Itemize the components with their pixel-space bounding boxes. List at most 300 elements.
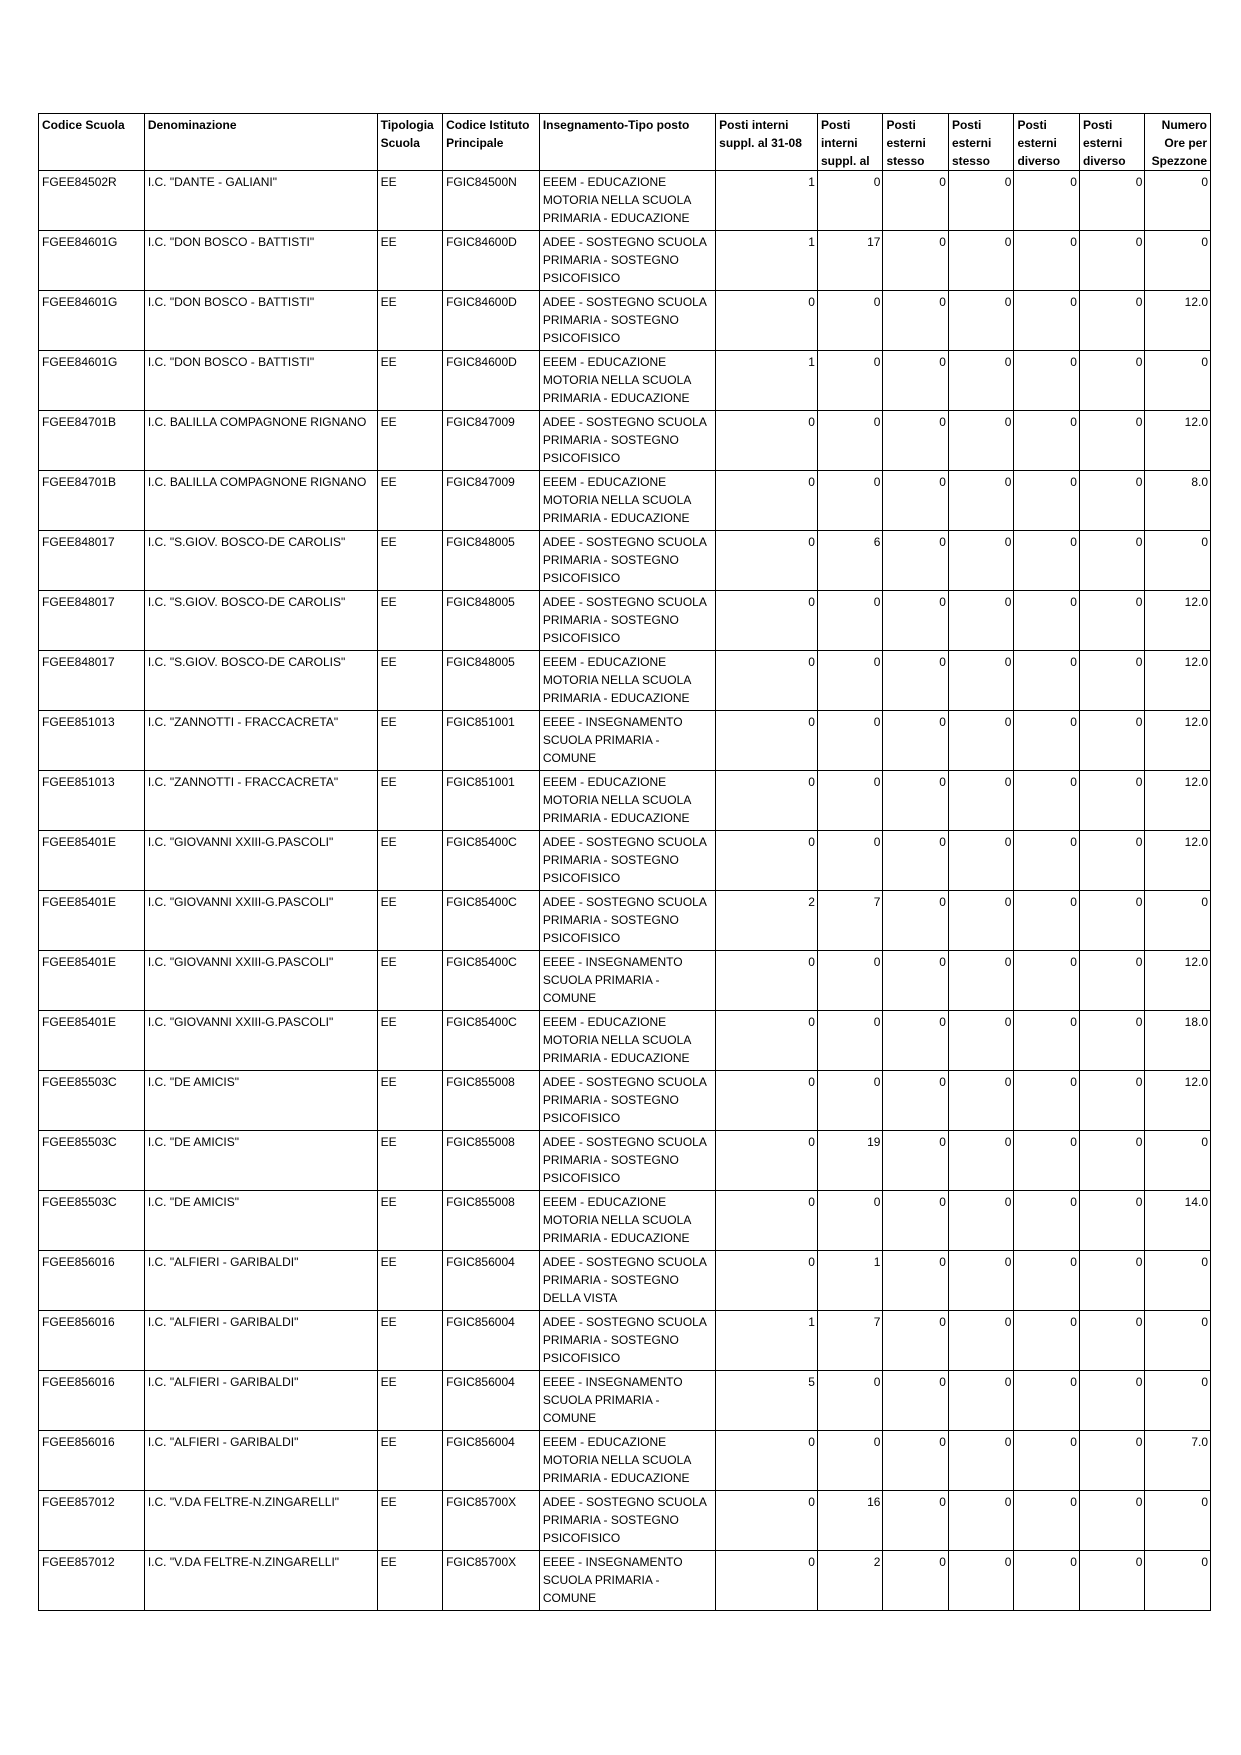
cell-posti-esterni-stesso-2: 0 — [948, 1011, 1014, 1071]
cell-posti-esterni-diverso-1: 0 — [1014, 1491, 1080, 1551]
cell-denominazione: I.C. "DON BOSCO - BATTISTI" — [144, 231, 377, 291]
cell-posti-esterni-diverso-1: 0 — [1014, 1371, 1080, 1431]
cell-posti-esterni-diverso-1: 0 — [1014, 1551, 1080, 1611]
table-row — [39, 1431, 1211, 1491]
cell-posti-esterni-diverso-2: 0 — [1079, 951, 1145, 1011]
cell-posti-esterni-diverso-2: 0 — [1079, 1551, 1145, 1611]
cell-denominazione: I.C. "ALFIERI - GARIBALDI" — [144, 1311, 377, 1371]
cell-posti-esterni-diverso-2: 0 — [1079, 711, 1145, 771]
cell-posti-esterni-diverso-1: 0 — [1014, 471, 1080, 531]
cell-posti-interni-suppl: 0 — [817, 951, 883, 1011]
cell-tipologia: EE — [377, 651, 443, 711]
cell-denominazione: I.C. "S.GIOV. BOSCO-DE CAROLIS" — [144, 531, 377, 591]
cell-posti-esterni-stesso-2: 0 — [948, 411, 1014, 471]
header-posti-interni-31-08: Posti interni suppl. al 31-08 — [716, 114, 818, 171]
cell-codice-scuola: FGEE84701B — [39, 471, 145, 531]
cell-codice-istituto: FGIC855008 — [443, 1071, 540, 1131]
cell-codice-istituto: FGIC851001 — [443, 771, 540, 831]
cell-codice-scuola: FGEE856016 — [39, 1311, 145, 1371]
cell-tipologia: EE — [377, 771, 443, 831]
cell-posti-interni-31-08: 0 — [716, 1191, 818, 1251]
cell-posti-interni-31-08: 0 — [716, 291, 818, 351]
cell-codice-scuola: FGEE85401E — [39, 951, 145, 1011]
cell-posti-interni-suppl: 0 — [817, 831, 883, 891]
cell-insegnamento: ADEE - SOSTEGNO SCUOLA PRIMARIA - SOSTEGNO PSICOFISICO — [539, 531, 715, 591]
cell-codice-scuola: FGEE85503C — [39, 1191, 145, 1251]
cell-codice-scuola: FGEE848017 — [39, 651, 145, 711]
cell-posti-interni-31-08: 0 — [716, 1071, 818, 1131]
cell-posti-interni-31-08: 0 — [716, 1491, 818, 1551]
cell-posti-esterni-diverso-2: 0 — [1079, 1311, 1145, 1371]
cell-posti-interni-suppl: 0 — [817, 1371, 883, 1431]
cell-posti-esterni-stesso-2: 0 — [948, 1491, 1014, 1551]
cell-posti-esterni-diverso-2: 0 — [1079, 1071, 1145, 1131]
cell-posti-interni-31-08: 0 — [716, 771, 818, 831]
cell-posti-interni-suppl: 19 — [817, 1131, 883, 1191]
cell-posti-interni-31-08: 0 — [716, 1431, 818, 1491]
cell-tipologia: EE — [377, 1071, 443, 1131]
cell-codice-scuola: FGEE856016 — [39, 1371, 145, 1431]
cell-posti-interni-31-08: 0 — [716, 711, 818, 771]
cell-denominazione: I.C. "ALFIERI - GARIBALDI" — [144, 1431, 377, 1491]
cell-denominazione: I.C. "DON BOSCO - BATTISTI" — [144, 351, 377, 411]
cell-posti-esterni-stesso-2: 0 — [948, 711, 1014, 771]
cell-posti-interni-31-08: 0 — [716, 531, 818, 591]
cell-posti-esterni-diverso-2: 0 — [1079, 1011, 1145, 1071]
cell-posti-esterni-stesso-2: 0 — [948, 1311, 1014, 1371]
cell-numero-ore: 0 — [1145, 1251, 1211, 1311]
cell-posti-interni-31-08: 0 — [716, 1551, 818, 1611]
cell-codice-istituto: FGIC85700X — [443, 1491, 540, 1551]
cell-posti-esterni-stesso-2: 0 — [948, 951, 1014, 1011]
cell-insegnamento: ADEE - SOSTEGNO SCUOLA PRIMARIA - SOSTEGNO PSICOFISICO — [539, 1311, 715, 1371]
cell-posti-esterni-diverso-2: 0 — [1079, 771, 1145, 831]
cell-posti-esterni-stesso-1: 0 — [883, 1251, 949, 1311]
cell-denominazione: I.C. "ZANNOTTI - FRACCACRETA" — [144, 771, 377, 831]
cell-codice-istituto: FGIC84600D — [443, 351, 540, 411]
cell-posti-esterni-stesso-1: 0 — [883, 1071, 949, 1131]
cell-insegnamento: ADEE - SOSTEGNO SCUOLA PRIMARIA - SOSTEGNO PSICOFISICO — [539, 1131, 715, 1191]
table-row — [39, 831, 1211, 891]
cell-tipologia: EE — [377, 1431, 443, 1491]
cell-posti-interni-suppl: 0 — [817, 1431, 883, 1491]
cell-numero-ore: 0 — [1145, 1371, 1211, 1431]
cell-numero-ore: 12.0 — [1145, 771, 1211, 831]
cell-posti-esterni-diverso-1: 0 — [1014, 1191, 1080, 1251]
cell-posti-interni-31-08: 0 — [716, 411, 818, 471]
cell-posti-esterni-diverso-2: 0 — [1079, 351, 1145, 411]
table-row — [39, 231, 1211, 291]
cell-posti-esterni-diverso-1: 0 — [1014, 591, 1080, 651]
table-row — [39, 291, 1211, 351]
cell-posti-interni-suppl: 0 — [817, 291, 883, 351]
cell-posti-esterni-stesso-1: 0 — [883, 291, 949, 351]
cell-posti-esterni-stesso-2: 0 — [948, 1251, 1014, 1311]
cell-codice-istituto: FGIC85400C — [443, 891, 540, 951]
cell-insegnamento: ADEE - SOSTEGNO SCUOLA PRIMARIA - SOSTEGNO PSICOFISICO — [539, 231, 715, 291]
cell-posti-interni-31-08: 2 — [716, 891, 818, 951]
cell-posti-esterni-stesso-1: 0 — [883, 1431, 949, 1491]
table-row — [39, 1071, 1211, 1131]
cell-denominazione: I.C. "ALFIERI - GARIBALDI" — [144, 1251, 377, 1311]
table-row — [39, 1251, 1211, 1311]
cell-insegnamento: EEEM - EDUCAZIONE MOTORIA NELLA SCUOLA PRIMARIA - EDUCAZIONE — [539, 471, 715, 531]
cell-numero-ore: 0 — [1145, 1131, 1211, 1191]
cell-posti-esterni-stesso-2: 0 — [948, 531, 1014, 591]
header-codice-istituto: Codice Istituto Principale — [443, 114, 540, 171]
cell-denominazione: I.C. "DE AMICIS" — [144, 1191, 377, 1251]
cell-posti-esterni-stesso-2: 0 — [948, 471, 1014, 531]
cell-tipologia: EE — [377, 1311, 443, 1371]
cell-insegnamento: EEEM - EDUCAZIONE MOTORIA NELLA SCUOLA PRIMARIA - EDUCAZIONE — [539, 1011, 715, 1071]
cell-codice-scuola: FGEE857012 — [39, 1491, 145, 1551]
cell-posti-esterni-diverso-1: 0 — [1014, 1251, 1080, 1311]
cell-numero-ore: 0 — [1145, 1491, 1211, 1551]
cell-posti-esterni-stesso-2: 0 — [948, 1191, 1014, 1251]
cell-insegnamento: EEEM - EDUCAZIONE MOTORIA NELLA SCUOLA PRIMARIA - EDUCAZIONE — [539, 171, 715, 231]
cell-posti-esterni-diverso-1: 0 — [1014, 711, 1080, 771]
table-row — [39, 1131, 1211, 1191]
cell-denominazione: I.C. "DON BOSCO - BATTISTI" — [144, 291, 377, 351]
cell-denominazione: I.C. "ZANNOTTI - FRACCACRETA" — [144, 711, 377, 771]
cell-posti-esterni-stesso-1: 0 — [883, 1011, 949, 1071]
cell-posti-interni-31-08: 0 — [716, 471, 818, 531]
cell-posti-esterni-diverso-2: 0 — [1079, 831, 1145, 891]
cell-posti-esterni-diverso-1: 0 — [1014, 1131, 1080, 1191]
header-posti-esterni-diverso-2: Posti esterni diverso — [1079, 114, 1145, 171]
cell-posti-esterni-diverso-2: 0 — [1079, 1191, 1145, 1251]
cell-posti-esterni-stesso-1: 0 — [883, 951, 949, 1011]
table-row — [39, 351, 1211, 411]
cell-insegnamento: ADEE - SOSTEGNO SCUOLA PRIMARIA - SOSTEGNO PSICOFISICO — [539, 411, 715, 471]
cell-posti-interni-31-08: 0 — [716, 831, 818, 891]
cell-numero-ore: 12.0 — [1145, 711, 1211, 771]
cell-codice-istituto: FGIC848005 — [443, 651, 540, 711]
cell-numero-ore: 12.0 — [1145, 831, 1211, 891]
table-row — [39, 1311, 1211, 1371]
cell-tipologia: EE — [377, 291, 443, 351]
cell-codice-istituto: FGIC847009 — [443, 411, 540, 471]
cell-tipologia: EE — [377, 351, 443, 411]
cell-posti-interni-suppl: 0 — [817, 771, 883, 831]
header-posti-esterni-stesso-1: Posti esterni stesso — [883, 114, 949, 171]
cell-denominazione: I.C. "DE AMICIS" — [144, 1071, 377, 1131]
cell-tipologia: EE — [377, 1131, 443, 1191]
cell-posti-esterni-diverso-1: 0 — [1014, 411, 1080, 471]
cell-posti-esterni-diverso-2: 0 — [1079, 1251, 1145, 1311]
cell-numero-ore: 0 — [1145, 231, 1211, 291]
cell-posti-esterni-stesso-1: 0 — [883, 471, 949, 531]
header-posti-interni-suppl: Posti interni suppl. al — [817, 114, 883, 171]
cell-codice-istituto: FGIC85400C — [443, 831, 540, 891]
cell-codice-scuola: FGEE84601G — [39, 351, 145, 411]
cell-posti-interni-suppl: 0 — [817, 591, 883, 651]
cell-tipologia: EE — [377, 591, 443, 651]
cell-tipologia: EE — [377, 891, 443, 951]
cell-posti-esterni-diverso-1: 0 — [1014, 1311, 1080, 1371]
cell-insegnamento: ADEE - SOSTEGNO SCUOLA PRIMARIA - SOSTEGNO DELLA VISTA — [539, 1251, 715, 1311]
cell-codice-istituto: FGIC855008 — [443, 1191, 540, 1251]
cell-posti-interni-suppl: 6 — [817, 531, 883, 591]
cell-tipologia: EE — [377, 711, 443, 771]
cell-posti-esterni-stesso-2: 0 — [948, 171, 1014, 231]
header-tipologia-scuola: Tipologia Scuola — [377, 114, 443, 171]
cell-posti-interni-suppl: 16 — [817, 1491, 883, 1551]
cell-codice-istituto: FGIC856004 — [443, 1371, 540, 1431]
cell-denominazione: I.C. "GIOVANNI XXIII-G.PASCOLI" — [144, 831, 377, 891]
cell-codice-istituto: FGIC85700X — [443, 1551, 540, 1611]
cell-insegnamento: EEEM - EDUCAZIONE MOTORIA NELLA SCUOLA PRIMARIA - EDUCAZIONE — [539, 771, 715, 831]
cell-codice-scuola: FGEE851013 — [39, 711, 145, 771]
cell-posti-interni-suppl: 0 — [817, 1011, 883, 1071]
cell-tipologia: EE — [377, 1551, 443, 1611]
cell-codice-istituto: FGIC855008 — [443, 1131, 540, 1191]
cell-posti-esterni-stesso-1: 0 — [883, 831, 949, 891]
cell-posti-interni-suppl: 0 — [817, 1071, 883, 1131]
cell-codice-scuola: FGEE85401E — [39, 1011, 145, 1071]
cell-posti-esterni-diverso-2: 0 — [1079, 291, 1145, 351]
cell-insegnamento: EEEE - INSEGNAMENTO SCUOLA PRIMARIA - COMUNE — [539, 1371, 715, 1431]
cell-codice-istituto: FGIC84500N — [443, 171, 540, 231]
cell-posti-esterni-stesso-2: 0 — [948, 1431, 1014, 1491]
cell-insegnamento: EEEE - INSEGNAMENTO SCUOLA PRIMARIA - COMUNE — [539, 711, 715, 771]
cell-insegnamento: EEEE - INSEGNAMENTO SCUOLA PRIMARIA - COMUNE — [539, 951, 715, 1011]
cell-denominazione: I.C. "GIOVANNI XXIII-G.PASCOLI" — [144, 951, 377, 1011]
cell-codice-istituto: FGIC848005 — [443, 531, 540, 591]
table-row — [39, 531, 1211, 591]
cell-posti-esterni-diverso-1: 0 — [1014, 291, 1080, 351]
cell-insegnamento: EEEE - INSEGNAMENTO SCUOLA PRIMARIA - COMUNE — [539, 1551, 715, 1611]
cell-codice-scuola: FGEE851013 — [39, 771, 145, 831]
cell-numero-ore: 0 — [1145, 1551, 1211, 1611]
cell-posti-esterni-stesso-2: 0 — [948, 591, 1014, 651]
cell-tipologia: EE — [377, 1491, 443, 1551]
cell-posti-esterni-stesso-1: 0 — [883, 1131, 949, 1191]
cell-posti-esterni-diverso-2: 0 — [1079, 1371, 1145, 1431]
cell-posti-esterni-diverso-1: 0 — [1014, 891, 1080, 951]
cell-posti-esterni-diverso-1: 0 — [1014, 1071, 1080, 1131]
table-row — [39, 651, 1211, 711]
header-posti-esterni-stesso-2: Posti esterni stesso — [948, 114, 1014, 171]
cell-codice-istituto: FGIC847009 — [443, 471, 540, 531]
cell-posti-esterni-stesso-2: 0 — [948, 891, 1014, 951]
cell-insegnamento: ADEE - SOSTEGNO SCUOLA PRIMARIA - SOSTEGNO PSICOFISICO — [539, 1491, 715, 1551]
cell-posti-interni-suppl: 0 — [817, 471, 883, 531]
cell-denominazione: I.C. "S.GIOV. BOSCO-DE CAROLIS" — [144, 591, 377, 651]
header-row — [39, 114, 1211, 171]
cell-codice-scuola: FGEE85503C — [39, 1071, 145, 1131]
cell-posti-interni-suppl: 0 — [817, 351, 883, 411]
cell-posti-esterni-stesso-1: 0 — [883, 351, 949, 411]
cell-posti-esterni-stesso-2: 0 — [948, 351, 1014, 411]
cell-posti-interni-suppl: 0 — [817, 651, 883, 711]
cell-posti-esterni-stesso-1: 0 — [883, 1371, 949, 1431]
cell-insegnamento: EEEM - EDUCAZIONE MOTORIA NELLA SCUOLA PRIMARIA - EDUCAZIONE — [539, 1191, 715, 1251]
cell-tipologia: EE — [377, 171, 443, 231]
cell-numero-ore: 0 — [1145, 171, 1211, 231]
cell-codice-scuola: FGEE857012 — [39, 1551, 145, 1611]
cell-codice-istituto: FGIC856004 — [443, 1431, 540, 1491]
table-row — [39, 591, 1211, 651]
cell-tipologia: EE — [377, 831, 443, 891]
cell-denominazione: I.C. "GIOVANNI XXIII-G.PASCOLI" — [144, 891, 377, 951]
cell-insegnamento: EEEM - EDUCAZIONE MOTORIA NELLA SCUOLA PRIMARIA - EDUCAZIONE — [539, 651, 715, 711]
cell-numero-ore: 7.0 — [1145, 1431, 1211, 1491]
cell-codice-scuola: FGEE856016 — [39, 1431, 145, 1491]
cell-codice-istituto: FGIC856004 — [443, 1251, 540, 1311]
cell-posti-esterni-stesso-1: 0 — [883, 1191, 949, 1251]
cell-posti-interni-suppl: 17 — [817, 231, 883, 291]
cell-posti-esterni-stesso-1: 0 — [883, 891, 949, 951]
table-row — [39, 891, 1211, 951]
cell-posti-esterni-diverso-1: 0 — [1014, 351, 1080, 411]
cell-posti-interni-suppl: 0 — [817, 411, 883, 471]
cell-posti-esterni-diverso-2: 0 — [1079, 171, 1145, 231]
header-posti-esterni-diverso-1: Posti esterni diverso — [1014, 114, 1080, 171]
cell-numero-ore: 0 — [1145, 531, 1211, 591]
cell-posti-esterni-stesso-2: 0 — [948, 831, 1014, 891]
cell-posti-interni-31-08: 0 — [716, 1131, 818, 1191]
cell-codice-scuola: FGEE848017 — [39, 591, 145, 651]
cell-posti-esterni-diverso-2: 0 — [1079, 1491, 1145, 1551]
cell-posti-esterni-diverso-1: 0 — [1014, 171, 1080, 231]
cell-codice-istituto: FGIC84600D — [443, 231, 540, 291]
table-row — [39, 1491, 1211, 1551]
cell-posti-esterni-diverso-1: 0 — [1014, 831, 1080, 891]
cell-posti-esterni-stesso-2: 0 — [948, 231, 1014, 291]
cell-posti-esterni-stesso-2: 0 — [948, 1131, 1014, 1191]
cell-posti-interni-31-08: 0 — [716, 651, 818, 711]
cell-insegnamento: EEEM - EDUCAZIONE MOTORIA NELLA SCUOLA PRIMARIA - EDUCAZIONE — [539, 1431, 715, 1491]
table-row — [39, 411, 1211, 471]
cell-posti-interni-suppl: 0 — [817, 171, 883, 231]
cell-posti-esterni-stesso-1: 0 — [883, 411, 949, 471]
table-row — [39, 1191, 1211, 1251]
cell-denominazione: I.C. "GIOVANNI XXIII-G.PASCOLI" — [144, 1011, 377, 1071]
cell-numero-ore: 12.0 — [1145, 651, 1211, 711]
cell-tipologia: EE — [377, 231, 443, 291]
cell-posti-esterni-diverso-1: 0 — [1014, 531, 1080, 591]
cell-posti-interni-31-08: 1 — [716, 351, 818, 411]
cell-codice-istituto: FGIC85400C — [443, 951, 540, 1011]
table-row — [39, 951, 1211, 1011]
cell-posti-interni-31-08: 1 — [716, 171, 818, 231]
cell-posti-esterni-stesso-1: 0 — [883, 771, 949, 831]
cell-posti-interni-31-08: 5 — [716, 1371, 818, 1431]
cell-tipologia: EE — [377, 411, 443, 471]
cell-posti-esterni-stesso-2: 0 — [948, 771, 1014, 831]
cell-posti-esterni-diverso-2: 0 — [1079, 1131, 1145, 1191]
cell-posti-esterni-diverso-1: 0 — [1014, 771, 1080, 831]
cell-denominazione: I.C. "V.DA FELTRE-N.ZINGARELLI" — [144, 1491, 377, 1551]
cell-codice-scuola: FGEE85401E — [39, 891, 145, 951]
cell-numero-ore: 12.0 — [1145, 951, 1211, 1011]
table-row — [39, 771, 1211, 831]
table-row — [39, 711, 1211, 771]
cell-posti-esterni-diverso-2: 0 — [1079, 1431, 1145, 1491]
posti-table — [38, 113, 1211, 1611]
cell-codice-istituto: FGIC85400C — [443, 1011, 540, 1071]
cell-posti-esterni-stesso-1: 0 — [883, 591, 949, 651]
cell-posti-esterni-stesso-1: 0 — [883, 531, 949, 591]
cell-posti-esterni-diverso-2: 0 — [1079, 231, 1145, 291]
cell-posti-esterni-stesso-2: 0 — [948, 651, 1014, 711]
cell-numero-ore: 18.0 — [1145, 1011, 1211, 1071]
cell-insegnamento: ADEE - SOSTEGNO SCUOLA PRIMARIA - SOSTEGNO PSICOFISICO — [539, 831, 715, 891]
cell-posti-interni-suppl: 0 — [817, 711, 883, 771]
cell-denominazione: I.C. "S.GIOV. BOSCO-DE CAROLIS" — [144, 651, 377, 711]
cell-codice-scuola: FGEE85401E — [39, 831, 145, 891]
table-row — [39, 171, 1211, 231]
cell-insegnamento: ADEE - SOSTEGNO SCUOLA PRIMARIA - SOSTEGNO PSICOFISICO — [539, 891, 715, 951]
header-denominazione: Denominazione — [144, 114, 377, 171]
cell-posti-interni-31-08: 1 — [716, 231, 818, 291]
cell-insegnamento: ADEE - SOSTEGNO SCUOLA PRIMARIA - SOSTEGNO PSICOFISICO — [539, 591, 715, 651]
cell-codice-scuola: FGEE848017 — [39, 531, 145, 591]
cell-numero-ore: 12.0 — [1145, 1071, 1211, 1131]
cell-numero-ore: 0 — [1145, 351, 1211, 411]
cell-posti-esterni-diverso-2: 0 — [1079, 531, 1145, 591]
cell-posti-esterni-diverso-2: 0 — [1079, 591, 1145, 651]
cell-posti-esterni-stesso-1: 0 — [883, 171, 949, 231]
cell-codice-scuola: FGEE84701B — [39, 411, 145, 471]
cell-posti-esterni-diverso-1: 0 — [1014, 1431, 1080, 1491]
cell-posti-esterni-stesso-1: 0 — [883, 231, 949, 291]
header-codice-scuola: Codice Scuola — [39, 114, 145, 171]
cell-posti-esterni-diverso-1: 0 — [1014, 1011, 1080, 1071]
cell-posti-interni-suppl: 1 — [817, 1251, 883, 1311]
cell-posti-esterni-stesso-2: 0 — [948, 1551, 1014, 1611]
cell-posti-esterni-diverso-2: 0 — [1079, 411, 1145, 471]
cell-posti-esterni-stesso-2: 0 — [948, 291, 1014, 351]
cell-codice-istituto: FGIC848005 — [443, 591, 540, 651]
table-row — [39, 1011, 1211, 1071]
cell-tipologia: EE — [377, 1011, 443, 1071]
table-row — [39, 1551, 1211, 1611]
cell-tipologia: EE — [377, 1191, 443, 1251]
cell-tipologia: EE — [377, 471, 443, 531]
cell-posti-interni-31-08: 0 — [716, 591, 818, 651]
cell-denominazione: I.C. "DE AMICIS" — [144, 1131, 377, 1191]
cell-posti-esterni-diverso-2: 0 — [1079, 891, 1145, 951]
cell-posti-interni-suppl: 0 — [817, 1191, 883, 1251]
cell-tipologia: EE — [377, 531, 443, 591]
cell-posti-esterni-diverso-1: 0 — [1014, 951, 1080, 1011]
cell-insegnamento: EEEM - EDUCAZIONE MOTORIA NELLA SCUOLA PRIMARIA - EDUCAZIONE — [539, 351, 715, 411]
cell-posti-esterni-stesso-2: 0 — [948, 1371, 1014, 1431]
cell-posti-esterni-diverso-2: 0 — [1079, 651, 1145, 711]
table-body — [39, 171, 1211, 1611]
cell-posti-esterni-stesso-1: 0 — [883, 1311, 949, 1371]
cell-numero-ore: 8.0 — [1145, 471, 1211, 531]
cell-tipologia: EE — [377, 1371, 443, 1431]
cell-tipologia: EE — [377, 1251, 443, 1311]
cell-posti-esterni-stesso-1: 0 — [883, 1491, 949, 1551]
cell-numero-ore: 12.0 — [1145, 291, 1211, 351]
cell-codice-scuola: FGEE84601G — [39, 231, 145, 291]
cell-posti-interni-suppl: 2 — [817, 1551, 883, 1611]
cell-codice-scuola: FGEE85503C — [39, 1131, 145, 1191]
cell-posti-esterni-stesso-1: 0 — [883, 651, 949, 711]
cell-denominazione: I.C. "V.DA FELTRE-N.ZINGARELLI" — [144, 1551, 377, 1611]
cell-posti-interni-31-08: 0 — [716, 1251, 818, 1311]
cell-posti-esterni-diverso-1: 0 — [1014, 651, 1080, 711]
cell-posti-interni-31-08: 0 — [716, 951, 818, 1011]
cell-numero-ore: 0 — [1145, 891, 1211, 951]
cell-posti-interni-suppl: 7 — [817, 1311, 883, 1371]
cell-numero-ore: 14.0 — [1145, 1191, 1211, 1251]
cell-denominazione: I.C. "DANTE - GALIANI" — [144, 171, 377, 231]
